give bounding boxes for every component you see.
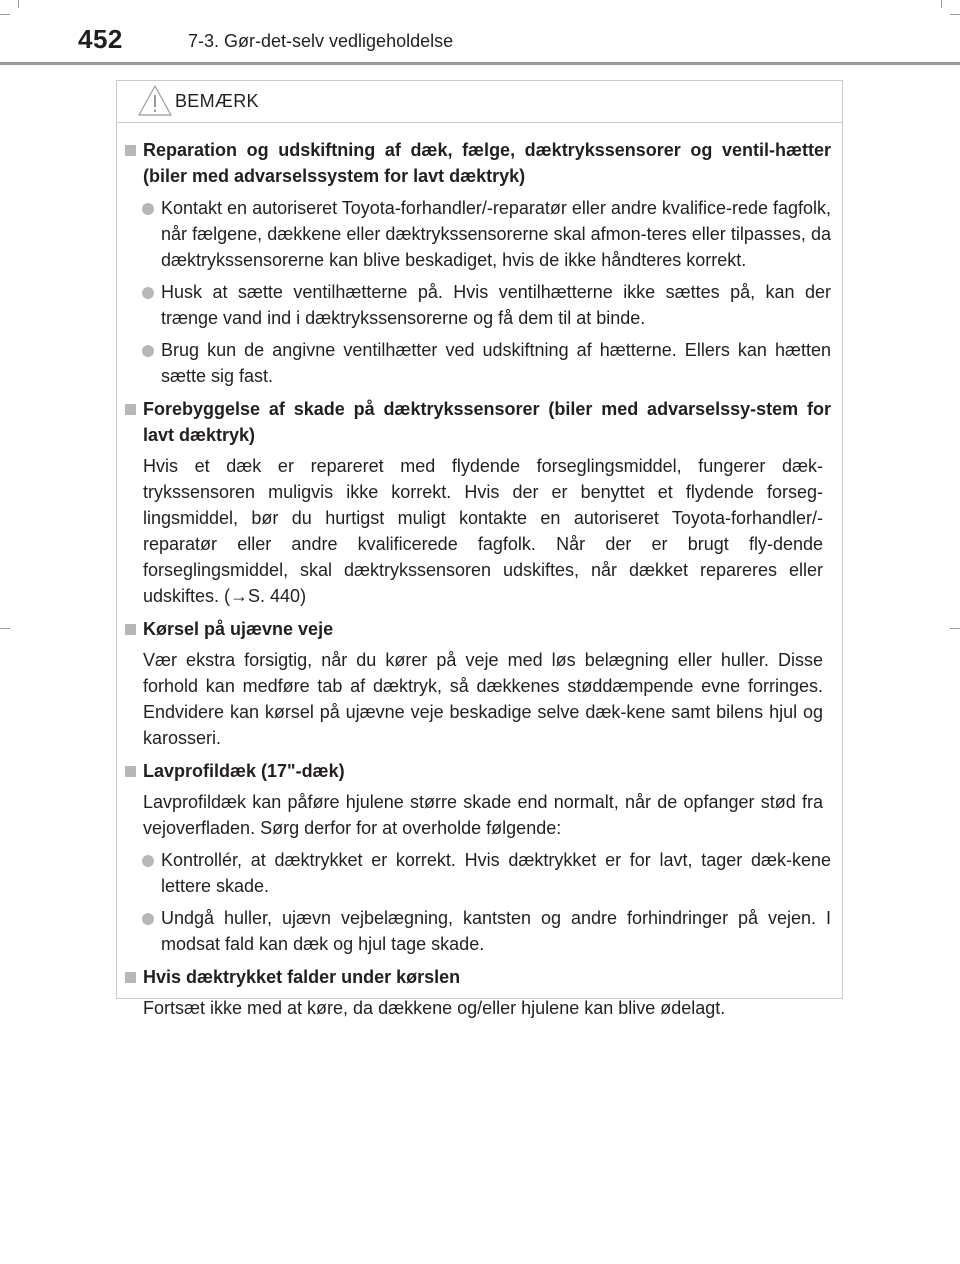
round-bullet-icon xyxy=(142,913,154,925)
crop-mark xyxy=(0,628,10,629)
section-heading-text: Forebyggelse af skade på dæktrykssensorer (biler med advarselssy-stem for lavt dæktryk) xyxy=(143,399,831,445)
chapter-title: 7-3. Gør-det-selv vedligeholdelse xyxy=(188,31,454,51)
round-bullet-icon xyxy=(142,287,154,299)
section-heading-text: Lavprofildæk (17"-dæk) xyxy=(143,761,345,781)
round-bullet-icon xyxy=(142,203,154,215)
list-item xyxy=(125,847,831,899)
list-item xyxy=(125,195,831,273)
square-bullet-icon xyxy=(125,766,136,777)
square-bullet-icon xyxy=(125,404,136,415)
section-paragraph: Fortsæt ikke med at køre, da dækkene og/eller hjulene kan blive ødelagt. xyxy=(143,998,726,1018)
section-paragraph: Vær ekstra forsigtig, når du kører på veje med løs belægning eller huller. Disse forhold kan medføre tab af dæktryk, så dækkenes støddæmpende evne forringes. Endvidere kan kørsel på ujævne veje beskadige selve dæk-kene samt bilens hjul og karosseri. xyxy=(143,650,823,748)
section-rough-roads xyxy=(125,616,831,751)
section-heading xyxy=(125,396,831,448)
list-item-text: Undgå huller, ujævn vejbelægning, kantsten og andre forhindringer på vejen. I modsat fald kan dæk og hjul tage skade. xyxy=(161,908,831,954)
list-item-text: Brug kun de angivne ventilhætter ved udskiftning af hætterne. Ellers kan hætten sætte sig fast. xyxy=(161,340,831,386)
section-heading xyxy=(125,616,831,642)
section-heading xyxy=(125,137,831,189)
list-item xyxy=(125,279,831,331)
list-item-text: Husk at sætte ventilhætterne på. Hvis ventilhætterne ikke sættes på, kan der trænge vand ind i dæktrykssensorerne og få dem til at binde. xyxy=(161,282,831,328)
notice-header xyxy=(117,81,842,123)
crop-mark xyxy=(950,628,960,629)
round-bullet-icon xyxy=(142,345,154,357)
section-heading-text: Reparation og udskiftning af dæk, fælge, dæktrykssensorer og ventil-hætter (biler med advarselssystem for lavt dæktryk) xyxy=(143,140,831,186)
list-item-text: Kontakt en autoriseret Toyota-forhandler/-reparatør eller andre kvalifice-rede fagfolk, når fælgene, dækkene eller dæktrykssensorerne skal afmon-teres eller tilpasses, da dæktrykssensorerne kan blive beskadiget, hvis de ikke håndteres korrekt. xyxy=(161,198,832,270)
section-sensor-damage xyxy=(125,396,831,609)
square-bullet-icon xyxy=(125,145,136,156)
round-bullet-icon xyxy=(142,855,154,867)
square-bullet-icon xyxy=(125,624,136,635)
notice-content xyxy=(125,137,831,1028)
list-item xyxy=(125,337,831,389)
warning-triangle-icon xyxy=(137,84,173,117)
section-tire-repair xyxy=(125,137,831,389)
section-heading-text: Hvis dæktrykket falder under kørslen xyxy=(143,967,461,987)
section-heading-text: Kørsel på ujævne veje xyxy=(143,619,334,639)
section-low-profile-tires xyxy=(125,758,831,957)
notice-title: BEMÆRK xyxy=(175,91,259,111)
page-header xyxy=(0,0,960,66)
section-pressure-drop xyxy=(125,964,831,1021)
list-item xyxy=(125,905,831,957)
header-rule xyxy=(0,62,960,65)
section-paragraph: Hvis et dæk er repareret med flydende forseglingsmiddel, fungerer dæk-trykssensoren muligvis ikke korrekt. Hvis der er benyttet et flydende forseg-lingsmiddel, bør du hurtigst muligt kontakte en autoriseret Toyota-forhandler/-reparatør eller andre kvalificerede fagfolk. Når der er brugt fly-dende forseglingsmiddel, skal dæktrykssensoren udskiftes, når dækket repareres eller udskiftes. (→S. 440) xyxy=(143,456,823,606)
section-heading xyxy=(125,758,831,784)
page-number: 452 xyxy=(78,24,123,54)
notice-box xyxy=(116,80,843,1018)
square-bullet-icon xyxy=(125,972,136,983)
section-paragraph: Lavprofildæk kan påføre hjulene større skade end normalt, når de opfanger stød fra vejoverfladen. Sørg derfor for at overholde følgende: xyxy=(143,792,823,838)
list-item-text: Kontrollér, at dæktrykket er korrekt. Hvis dæktrykket er for lavt, tager dæk-kene lettere skade. xyxy=(161,850,831,896)
section-heading xyxy=(125,964,831,990)
